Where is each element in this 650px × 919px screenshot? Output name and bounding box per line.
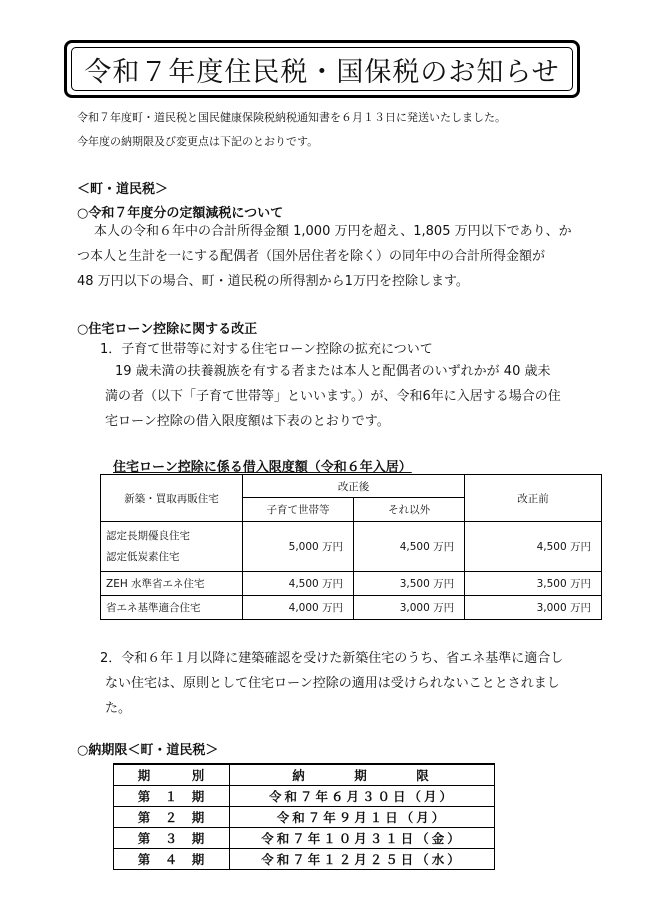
title-box	[64, 40, 580, 98]
due-period: 第 ２ 期	[114, 807, 230, 828]
loan-limit-table	[100, 474, 602, 620]
tax-reduction-paragraph	[77, 219, 593, 294]
housing-loan-line: た。	[105, 701, 132, 716]
due-dates-table	[113, 763, 495, 870]
table-row	[114, 807, 495, 828]
row-child-value: 4,000 万円	[243, 596, 354, 620]
table-row	[114, 786, 495, 807]
housing-loan-item-1: 1．子育て世帯等に対する住宅ローン控除の拡充について	[100, 342, 433, 357]
intro-line-2: 今年度の納期限及び変更点は下記のとおりです。	[77, 135, 319, 148]
row-type-line: 認定低炭素住宅	[106, 550, 180, 563]
row-other-value: 3,000 万円	[354, 596, 465, 620]
due-period: 第 ４ 期	[114, 849, 230, 870]
housing-loan-line: 2．令和６年１月以降に建築確認を受けた新築住宅のうち、省エネ基準に適合し	[100, 651, 564, 666]
housing-loan-line: 宅ローン控除の借入限度額は下表のとおりです。	[105, 414, 390, 429]
due-header-deadline: 納 期 限	[230, 764, 495, 786]
due-deadline: 令和７年６月３０日（月）	[230, 786, 495, 807]
housing-loan-line: 満の者（以下「子育て世帯等」といいます。）が、令和6年に入居する場合の住	[105, 389, 561, 404]
section-heading-town: ＜町・道民税＞	[77, 182, 169, 197]
col-after-header: 改正後	[243, 475, 465, 498]
row-before-value: 3,000 万円	[465, 596, 602, 620]
due-header-period: 期 別	[114, 764, 230, 786]
housing-loan-heading: ○住宅ローン控除に関する改正	[77, 322, 258, 337]
row-type-line: 認定長期優良住宅	[106, 529, 190, 542]
table-row	[101, 522, 602, 572]
housing-loan-line: ない住宅は、原則として住宅ローン控除の適用は受けられないこととされまし	[105, 676, 560, 691]
tax-reduction-line: 48 万円以下の場合、町・道民税の所得割から1万円を控除します。	[77, 274, 469, 289]
row-before-value: 4,500 万円	[465, 522, 602, 572]
row-other-value: 3,500 万円	[354, 572, 465, 596]
row-type	[101, 522, 243, 572]
due-period: 第 ３ 期	[114, 828, 230, 849]
table-row	[101, 572, 602, 596]
table-row	[114, 849, 495, 870]
tax-reduction-heading: ○令和７年度分の定額減税について	[77, 206, 284, 221]
row-other-value: 4,500 万円	[354, 522, 465, 572]
table-row	[114, 828, 495, 849]
due-period: 第 １ 期	[114, 786, 230, 807]
housing-loan-line: 19 歳未満の扶養親族を有する者または本人と配偶者のいずれかが 40 歳未	[115, 364, 551, 379]
row-type: ZEH 水準省エネ住宅	[101, 572, 243, 596]
due-deadline: 令和７年１０月３１日（金）	[230, 828, 495, 849]
due-dates-heading: ○納期限＜町・道民税＞	[77, 743, 219, 758]
row-child-value: 4,500 万円	[243, 572, 354, 596]
page-title: 令和７年度住民税・国保税のお知らせ	[71, 47, 573, 91]
col-child-header: 子育て世帯等	[243, 498, 354, 522]
due-deadline: 令和７年１２月２５日（水）	[230, 849, 495, 870]
row-type: 省エネ基準適合住宅	[101, 596, 243, 620]
housing-loan-item-2-paragraph	[100, 646, 596, 721]
col-other-header: それ以外	[354, 498, 465, 522]
tax-reduction-line: つ本人と生計を一にする配偶者（国外居住者を除く）の同年中の合計所得金額が	[77, 249, 546, 264]
row-before-value: 3,500 万円	[465, 572, 602, 596]
col-type-header: 新築・買取再販住宅	[101, 475, 243, 522]
intro-line-1: 令和７年度町・道民税と国民健康保険税納税通知書を６月１３日に発送いたしました。	[77, 111, 506, 124]
loan-table-title: 住宅ローン控除に係る借入限度額（令和６年入居）	[113, 460, 412, 475]
table-row	[101, 596, 602, 620]
due-deadline: 令和７年９月１日（月）	[230, 807, 495, 828]
tax-reduction-line: 本人の令和６年中の合計所得金額 1,000 万円を超え、1,805 万円以下であり、か	[94, 224, 572, 239]
housing-loan-item-1-paragraph	[100, 359, 596, 434]
col-before-header: 改正前	[465, 475, 602, 522]
row-child-value: 5,000 万円	[243, 522, 354, 572]
